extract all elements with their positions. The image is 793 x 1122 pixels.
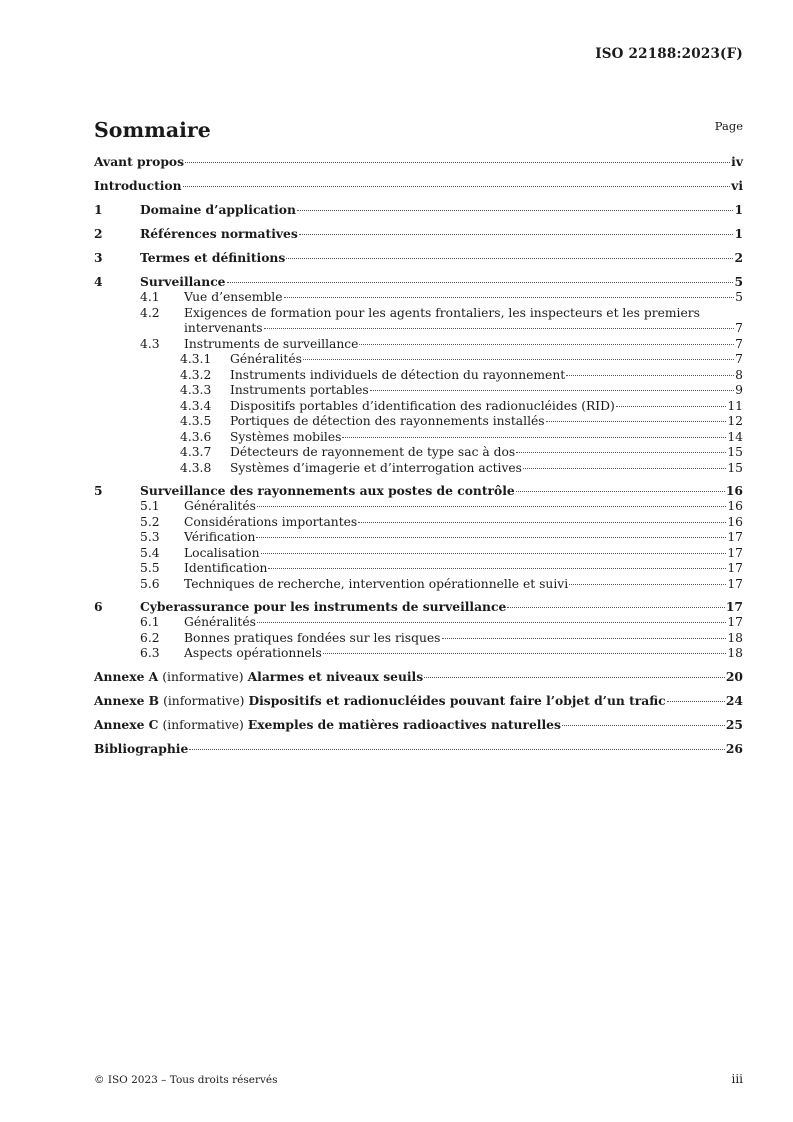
toc-entry-4-3-6[interactable] — [94, 430, 743, 446]
annex-label: Annexe A — [94, 668, 159, 684]
toc-entry-title: Dispositifs et radionucléides pouvant faire l’objet d’un trafic — [248, 692, 666, 708]
toc-entry-title: Instruments de surveillance — [184, 336, 359, 351]
toc-entry-4-3-7[interactable] — [94, 445, 743, 461]
toc-entry-number: 2 — [94, 226, 103, 241]
toc-entry-page: 17 — [725, 599, 743, 614]
toc-entry-6-1[interactable] — [94, 615, 743, 631]
toc-entry-page: 17 — [727, 615, 743, 629]
dot-leader — [299, 234, 734, 235]
toc-entry-introduction[interactable] — [94, 178, 743, 194]
toc-entry-number: 1 — [94, 202, 103, 217]
toc-entry-number: 4 — [94, 274, 103, 289]
dot-leader — [189, 749, 725, 750]
toc-entry-page: iv — [731, 154, 743, 169]
dot-leader — [256, 537, 726, 538]
toc-entry-number: 4.3.2 — [180, 367, 212, 382]
dot-leader — [284, 297, 735, 298]
annex-type: (informative) — [162, 669, 244, 684]
dot-leader — [516, 491, 725, 492]
toc-entry-number: 5.2 — [140, 514, 160, 529]
toc-entry-number: 5.5 — [140, 561, 160, 575]
toc-entry-title: Alarmes et niveaux seuils — [247, 668, 424, 684]
dot-leader — [303, 359, 734, 360]
toc-entry-section-1[interactable] — [94, 202, 743, 218]
toc-entry-page: 18 — [727, 630, 743, 645]
toc-entry-annex-c[interactable] — [94, 717, 743, 733]
dot-leader — [516, 452, 726, 453]
toc-entry-number: 5.3 — [140, 530, 160, 544]
toc-entry-number: 4.1 — [140, 290, 160, 304]
toc-entry-number: 4.2 — [140, 305, 160, 320]
toc-entry-number: 5.4 — [140, 545, 160, 560]
toc-entry-page: 7 — [735, 336, 743, 351]
toc-entry-page: 17 — [727, 576, 743, 591]
dot-leader — [257, 506, 726, 507]
toc-entry-title: Exemples de matières radioactives naturelles — [247, 716, 561, 732]
toc-entry-title: Bibliographie — [94, 740, 189, 756]
toc-entry-page: 15 — [727, 445, 743, 459]
toc-entry-title: Avant propos — [94, 154, 185, 169]
toc-entry-title: Références normatives — [140, 226, 298, 241]
toc-entry-title: Vue d’ensemble — [184, 290, 283, 304]
toc-entry-title: Surveillance des rayonnements aux postes de contrôle — [140, 483, 515, 498]
toc-entry-number: 6.2 — [140, 630, 160, 645]
toc-entry-title: Systèmes mobiles — [230, 429, 342, 444]
toc-entry-page: 5 — [735, 290, 743, 304]
dot-leader — [507, 607, 725, 608]
dot-leader — [667, 701, 725, 702]
toc-entry-section-2[interactable] — [94, 226, 743, 242]
toc-entry-number: 4.3.3 — [180, 383, 212, 397]
toc-entry-number: 4.3.8 — [180, 460, 212, 475]
toc-entry-5-4[interactable] — [94, 546, 743, 562]
toc-entry-title: Cyberassurance pour les instruments de surveillance — [140, 599, 507, 614]
dot-leader — [185, 162, 730, 163]
dot-leader — [523, 468, 726, 469]
toc-header — [94, 112, 743, 142]
toc-entry-number: 4.3.5 — [180, 414, 212, 428]
toc-entry-5-2[interactable] — [94, 515, 743, 531]
toc-entry-title: Vérification — [184, 530, 256, 544]
toc-entry-number: 4.3.4 — [180, 398, 212, 413]
dot-leader — [370, 390, 735, 391]
page-title: Sommaire — [94, 118, 211, 142]
dot-leader — [569, 584, 726, 585]
toc-entry-page: 7 — [735, 352, 743, 366]
toc-entry-title: Bonnes pratiques fondées sur les risques — [184, 630, 441, 645]
toc-entry-number: 5.6 — [140, 576, 160, 591]
toc-entry-title: Détecteurs de rayonnement de type sac à dos — [230, 445, 516, 459]
toc-entry-page: 18 — [727, 646, 743, 660]
annex-label: Annexe C — [94, 716, 159, 732]
toc-entry-number: 4.3 — [140, 336, 160, 351]
dot-leader — [342, 437, 726, 438]
toc-entry-section-5[interactable] — [94, 483, 743, 499]
toc-entry-page: 14 — [727, 429, 743, 444]
toc-entry-page: 24 — [725, 692, 743, 708]
toc-entry-title: Surveillance — [140, 274, 226, 289]
dot-leader — [442, 638, 727, 639]
toc-entry-4-2[interactable] — [94, 306, 743, 337]
toc-entry-title: Instruments individuels de détection du rayonnement — [230, 367, 566, 382]
toc-entry-5-6[interactable] — [94, 577, 743, 593]
toc-entry-title: Introduction — [94, 178, 182, 193]
annex-type: (informative) — [163, 693, 245, 708]
annex-label: Annexe B — [94, 692, 160, 708]
dot-leader — [546, 421, 727, 422]
toc-entry-number: 4.3.7 — [180, 445, 212, 459]
toc-entry-title-line-1: Exigences de formation pour les agents frontaliers, les inspecteurs et les premiers — [184, 305, 700, 320]
toc-entry-title: Termes et définitions — [140, 250, 286, 265]
dot-leader — [359, 344, 734, 345]
toc-entry-annex-b[interactable] — [94, 693, 743, 709]
toc-entry-title-line-2: intervenants — [184, 321, 263, 335]
toc-entry-section-6[interactable] — [94, 599, 743, 615]
toc-entry-5-1[interactable] — [94, 499, 743, 515]
dot-leader — [424, 677, 725, 678]
dot-leader — [323, 653, 727, 654]
toc-entry-title: Localisation — [184, 545, 260, 560]
toc-entry-foreword[interactable] — [94, 154, 743, 170]
toc-entry-4-3-1[interactable] — [94, 352, 743, 368]
toc-entry-page: 1 — [734, 202, 743, 217]
toc-entry-title: Domaine d’application — [140, 202, 296, 217]
toc-entry-page: 16 — [727, 514, 743, 529]
copyright-notice: © ISO 2023 – Tous droits réservés — [94, 1074, 278, 1086]
page-number: iii — [731, 1072, 743, 1086]
toc-entry-page: 7 — [735, 321, 743, 335]
toc-entry-page: 8 — [735, 367, 743, 382]
toc-entry-title: Portiques de détection des rayonnements installés — [230, 414, 545, 428]
toc-entry-title: Instruments portables — [230, 383, 369, 397]
dot-leader — [268, 568, 726, 569]
toc-entry-page: 2 — [734, 250, 743, 265]
toc-entry-number: 3 — [94, 250, 103, 265]
toc-entry-5-5[interactable] — [94, 561, 743, 577]
dot-leader — [358, 522, 726, 523]
dot-leader — [297, 210, 734, 211]
toc-entry-number: 6 — [94, 599, 103, 614]
toc-entry-section-3[interactable] — [94, 250, 743, 266]
toc-entry-6-3[interactable] — [94, 646, 743, 662]
toc-entry-page: 11 — [727, 398, 743, 413]
toc-entry-6-2[interactable] — [94, 631, 743, 647]
toc-entry-title: Identification — [184, 561, 268, 575]
toc-entry-page: 16 — [725, 483, 743, 498]
toc-entry-number: 6.1 — [140, 615, 160, 629]
toc-entry-title: Généralités — [230, 352, 302, 366]
toc-entry-title: Techniques de recherche, intervention opérationnelle et suivi — [184, 576, 569, 591]
toc-entry-4-3-8[interactable] — [94, 461, 743, 477]
toc-entry-4-1[interactable] — [94, 290, 743, 306]
toc-entry-page: 12 — [727, 414, 743, 428]
toc-entry-4-3-2[interactable] — [94, 368, 743, 384]
toc-entry-4-3-5[interactable] — [94, 414, 743, 430]
toc-entry-page: 16 — [727, 499, 743, 513]
toc-entry-title: Dispositifs portables d’identification des radionucléides (RID) — [230, 398, 615, 413]
dot-leader — [261, 553, 727, 554]
toc-entry-page: 25 — [725, 716, 743, 732]
toc-entry-page: 20 — [725, 668, 743, 684]
toc-entry-4-3[interactable] — [94, 337, 743, 353]
page-column-label: Page — [714, 119, 743, 133]
toc-entry-number: 5.1 — [140, 499, 160, 513]
annex-type: (informative) — [162, 717, 244, 732]
toc-entry-number: 5 — [94, 483, 103, 498]
toc-entry-5-3[interactable] — [94, 530, 743, 546]
dot-leader — [616, 406, 727, 407]
dot-leader — [562, 725, 725, 726]
toc-entry-bibliography[interactable] — [94, 741, 743, 757]
toc-entry-number: 6.3 — [140, 646, 160, 660]
toc-entry-page: vi — [731, 178, 743, 193]
toc-entry-page: 5 — [734, 274, 743, 289]
toc-entry-page: 26 — [725, 740, 743, 756]
toc-entry-4-3-4[interactable] — [94, 399, 743, 415]
dot-leader — [227, 282, 734, 283]
toc-entry-title: Aspects opérationnels — [184, 646, 322, 660]
document-id: ISO 22188:2023(F) — [595, 46, 743, 62]
toc-entry-number: 4.3.6 — [180, 429, 212, 444]
toc-entry-page: 15 — [727, 460, 743, 475]
toc-entry-page: 17 — [727, 561, 743, 575]
toc-entry-title: Généralités — [184, 499, 256, 513]
toc-entry-title: Généralités — [184, 615, 256, 629]
dot-leader — [286, 258, 733, 259]
toc-entry-title: Systèmes d’imagerie et d’interrogation actives — [230, 460, 522, 475]
dot-leader — [566, 375, 734, 376]
toc-entry-4-3-3[interactable] — [94, 383, 743, 399]
toc-entry-number: 4.3.1 — [180, 352, 212, 366]
toc-entry-annex-a[interactable] — [94, 669, 743, 685]
dot-leader — [264, 328, 735, 329]
dot-leader — [257, 622, 726, 623]
table-of-contents — [94, 154, 743, 757]
toc-entry-section-4[interactable] — [94, 274, 743, 290]
toc-entry-title: Considérations importantes — [184, 514, 358, 529]
dot-leader — [183, 186, 731, 187]
toc-entry-page: 9 — [735, 383, 743, 397]
toc-entry-page: 1 — [734, 226, 743, 241]
toc-entry-page: 17 — [727, 545, 743, 560]
toc-entry-page: 17 — [727, 530, 743, 544]
